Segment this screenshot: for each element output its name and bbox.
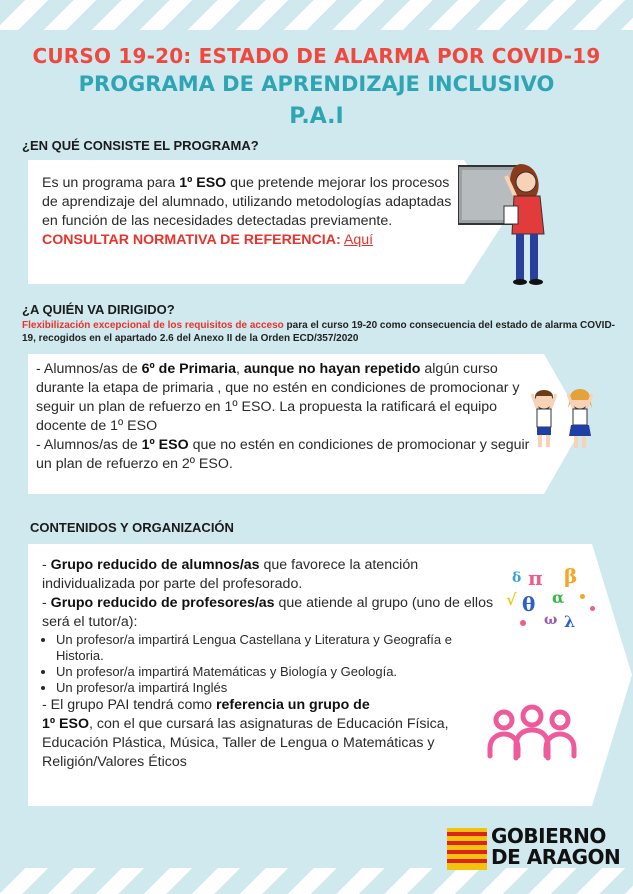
s2-a-bold1: 6º de Primaria bbox=[141, 361, 236, 377]
symbol-lambda: λ bbox=[564, 612, 576, 631]
section2-heading: ¿A QUIÉN VA DIRIGIDO? bbox=[22, 302, 175, 317]
normativa-label: CONSULTAR NORMATIVA DE REFERENCIA: bbox=[42, 232, 341, 248]
s2-a-bold2: aunque no hayan repetido bbox=[243, 361, 421, 377]
section3-text bbox=[42, 556, 502, 772]
dot-decoration bbox=[590, 606, 595, 611]
s3-g1-bold: Grupo reducido de alumnos/as bbox=[50, 557, 260, 573]
teacher-illustration bbox=[458, 158, 570, 290]
kids-illustration bbox=[526, 386, 600, 452]
symbol-beta: β bbox=[564, 564, 578, 588]
title-line-1: CURSO 19-20: ESTADO DE ALARMA POR COVID-19 bbox=[32, 44, 601, 68]
bullet-item: • Un profesor/a impartirá Inglés bbox=[56, 680, 502, 696]
s1-text-post: que pretende mejorar los procesos de aprendizaje del alumnado, utilizando metodologías adaptadas en función de las necesidades detectadas previamente. bbox=[42, 175, 452, 229]
s1-text-pre: Es un programa para bbox=[42, 175, 180, 191]
normativa-link[interactable]: Aquí bbox=[343, 232, 374, 248]
s2-sub-red: Flexibilización excepcional de los requisitos de acceso bbox=[22, 320, 284, 331]
symbol-sqrt: √ bbox=[506, 590, 517, 609]
s3-g2-bold: Grupo reducido de profesores/as bbox=[50, 595, 275, 611]
group-people-icon bbox=[486, 704, 578, 764]
s2-a-post: algún curso durante la etapa de primaria , que no estén en condiciones de promocionar y seguir un plan de refuerzo en 1º ESO. La propuesta la ratificará el equipo docente de 1º ESO bbox=[36, 361, 520, 434]
s2-b-post: que no estén en condiciones de promocionar y seguir un plan de refuerzo en 2º ESO. bbox=[36, 437, 530, 472]
section1-text bbox=[42, 174, 462, 250]
bullet-item: • Un profesor/a impartirá Matemáticas y Biología y Geología. bbox=[56, 664, 502, 680]
top-stripe-border bbox=[0, 0, 633, 30]
symbol-theta: θ bbox=[522, 592, 536, 616]
aragon-flag-icon bbox=[447, 828, 487, 870]
s2-sub-rest: para el curso 19-20 como consecuencia del estado de alarma COVID-19, recogidos en el apartado 2.6 del Anexo II de la Orden ECD/357/2020 bbox=[22, 320, 616, 344]
s3-g1-pre: - bbox=[42, 557, 51, 573]
s2-b-bold: 1º ESO bbox=[141, 437, 189, 453]
section3-heading: CONTENIDOS Y ORGANIZACIÓN bbox=[30, 520, 234, 535]
dot-decoration bbox=[580, 594, 585, 599]
symbol-delta: δ bbox=[512, 570, 522, 586]
bullet-item: • Un profesor/a impartirá Lengua Castellana y Literatura y Geografía e Historia. bbox=[56, 632, 502, 664]
title-line-2: PROGRAMA DE APRENDIZAJE INCLUSIVO bbox=[78, 72, 555, 96]
s2-a-pre: - Alumnos/as de bbox=[36, 361, 142, 377]
s3-g1-post: que favorece la atención individualizada por parte del profesorado. bbox=[42, 557, 419, 592]
teacher-bullets bbox=[42, 632, 502, 696]
s3-g2-post: que atiende al grupo (uno de ellos será el tutor/a): bbox=[42, 595, 494, 630]
gobierno-aragon-logo bbox=[447, 826, 627, 872]
s3-ref-bold2: 1º ESO bbox=[42, 716, 89, 732]
symbol-alpha: α bbox=[552, 588, 565, 607]
section2-text bbox=[36, 360, 530, 474]
title-line-3: P.A.I bbox=[289, 104, 344, 129]
s3-g2-pre: - bbox=[42, 595, 51, 611]
symbol-omega: ω bbox=[544, 612, 558, 628]
logo-text bbox=[491, 826, 620, 868]
section1-heading: ¿EN QUÉ CONSISTE EL PROGRAMA? bbox=[22, 138, 259, 153]
logo-line-2: DE ARAGON bbox=[491, 845, 621, 869]
math-symbols-icon bbox=[506, 566, 602, 642]
s2-a-mid: , bbox=[235, 361, 244, 377]
s3-ref-post: , con el que cursará las asignaturas de Educación Física, Educación Plástica, Música, Taller de Lengua o Matemáticas y Religión/Valores Éticos bbox=[42, 716, 449, 770]
symbol-pi: π bbox=[528, 566, 543, 590]
s3-ref-pre: - El grupo PAI tendrá como bbox=[42, 697, 217, 713]
logo-line-1: GOBIERNO bbox=[491, 824, 606, 848]
section2-subtitle bbox=[22, 319, 622, 345]
s3-ref-bold1: referencia un grupo de bbox=[216, 697, 370, 713]
dot-decoration bbox=[520, 620, 526, 626]
s2-b-pre: - Alumnos/as de bbox=[36, 437, 142, 453]
s1-text-bold: 1º ESO bbox=[179, 175, 227, 191]
